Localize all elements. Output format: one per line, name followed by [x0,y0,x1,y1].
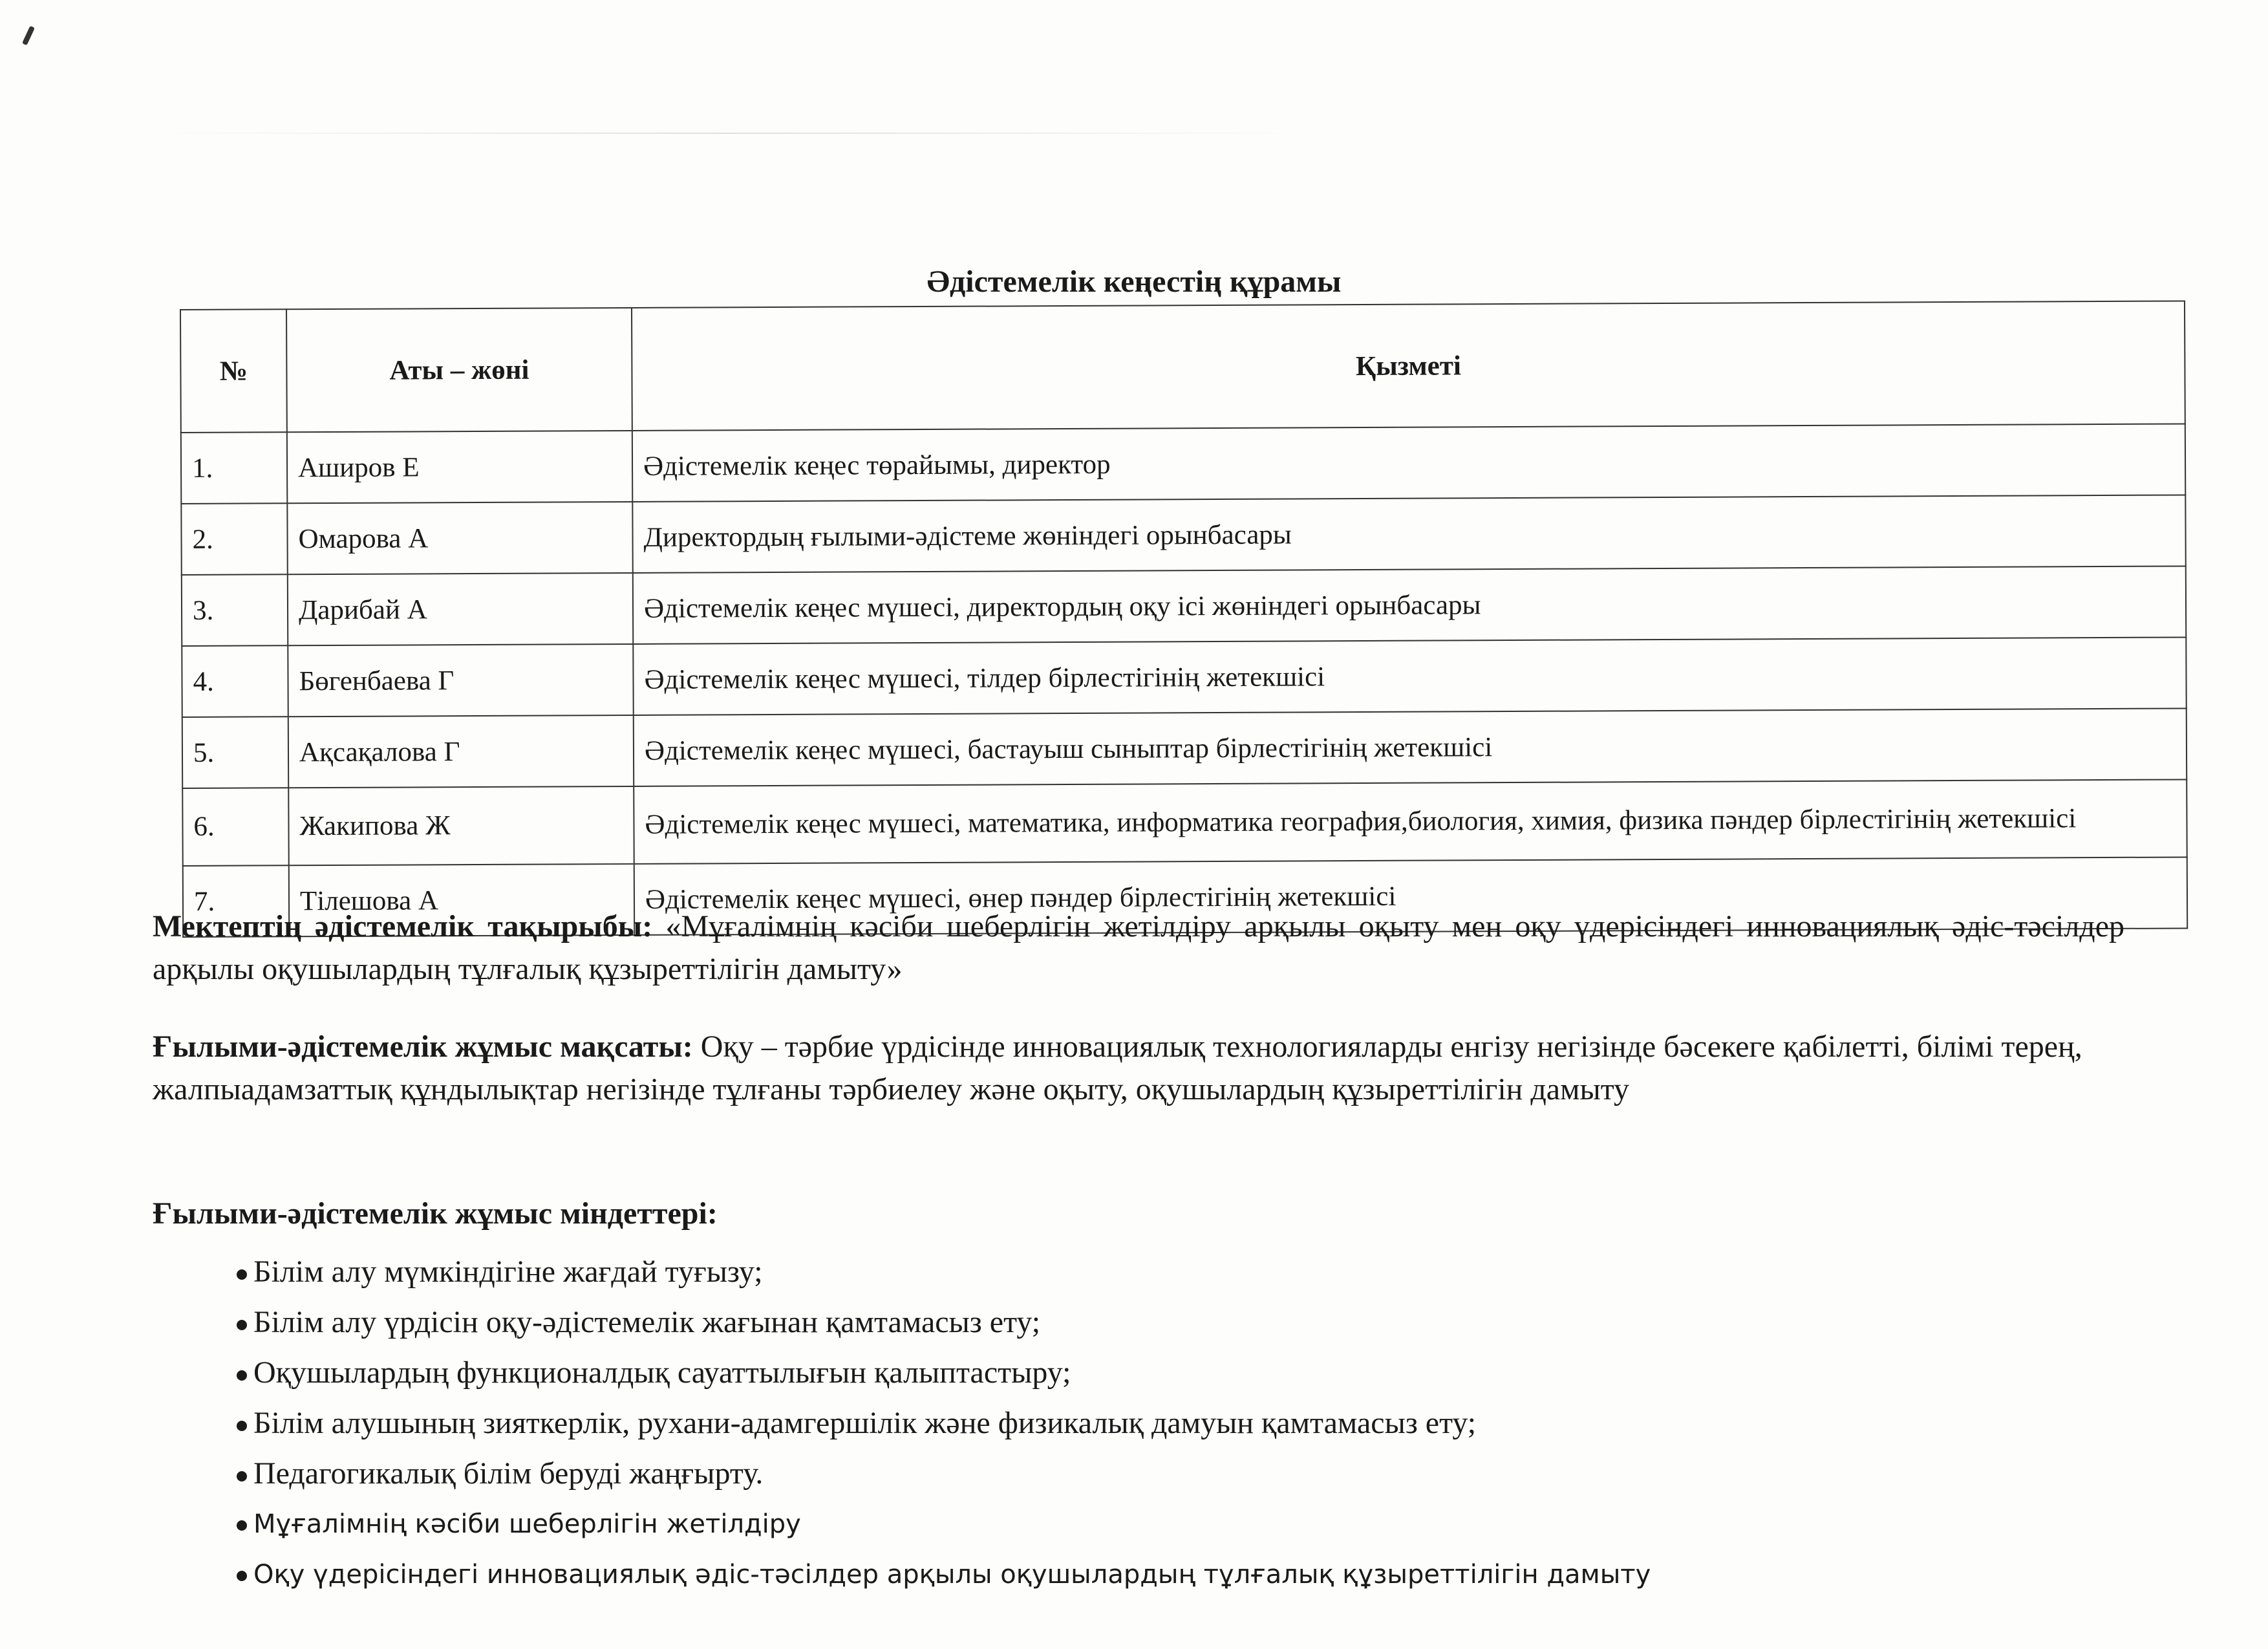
row-position: Әдістемелік кеңес мүшесі, өнер пәндер бірлестігінің жетекшісі [634,857,2187,934]
row-position: Әдістемелік кеңес мүшесі, бастауыш сыныптар бірлестігінің жетекшісі [634,708,2187,786]
row-position: Әдістемелік кеңес төрайымы, директор [632,424,2185,501]
row-position: Әдістемелік кеңес мүшесі, директордың оқу ісі жөніндегі орынбасары [633,566,2186,643]
list-item [237,1297,2112,1348]
work-goal-paragraph [153,1026,2124,1111]
work-tasks-heading [153,1192,2124,1235]
table-row [181,424,2185,504]
methodical-theme-text: «Мұғалімнің кәсіби шеберлігін жетілдіру арқылы оқыту мен оқу үдерісіндегі инновациялық әдіс-тәсілдер арқылы оқушылардың тұлғалық құзыреттілігін дамыту» [153,909,2124,986]
methodical-theme-label: Мектептің әдістемелік тақырыбы: [153,909,653,943]
header-name: Аты – жөні [286,308,632,432]
scan-artifact-line [145,133,1309,134]
row-num: 1. [181,432,287,504]
list-item [237,1449,2112,1499]
list-item-text: Оқу үдерісіндегі инновациялық әдіс-тәсілдер арқылы оқушылардың тұлғалық құзыреттілігін дамыту [253,1560,1651,1590]
list-item-text: Мұғалімнің кәсіби шеберлігін жетілдіру [253,1509,801,1539]
bullet-icon [237,1520,247,1531]
header-num: № [180,309,287,433]
work-goal-label: Ғылыми-әдістемелік жұмыс мақсаты: [153,1029,693,1064]
row-num: 2. [181,503,287,575]
list-item-text: Білім алу мүмкіндігіне жағдай туғызу; [253,1255,763,1289]
list-item-text: Білім алу үрдісін оқу-әдістемелік жағынан қамтамасыз ету; [253,1305,1041,1339]
council-members-table [180,300,2188,938]
table-row [182,566,2186,646]
bullet-icon [237,1421,247,1431]
table-row [182,779,2187,866]
row-position: Әдістемелік кеңес мүшесі, математика, информатика география,биология, химия, физика пәндер бірлестігінің жетекшісі [634,779,2187,863]
row-num: 3. [182,574,288,646]
row-name: Бөгенбаева Г [288,644,633,717]
list-item [237,1549,2112,1600]
list-item [237,1348,2112,1398]
bullet-icon [237,1320,247,1330]
row-num: 6. [182,788,289,866]
row-num: 7. [183,865,289,937]
row-name: Ақсақалова Г [288,715,634,788]
methodical-theme-paragraph [153,905,2124,991]
work-goal-text: Оқу – тәрбие үрдісінде инновациялық технологияларды енгізу негізінде бәсекеге қабілетті, білімі терең, жалпыадамзаттық құндылықтар негізінде тұлғаны тәрбиелеу және оқыту, оқушылардың құзыреттілігін дамыту [153,1029,2082,1106]
row-name: Аширов Е [287,431,632,503]
list-item [237,1398,2112,1449]
scan-mark [22,26,35,46]
document-title: Әдістемелік кеңестің құрамы [926,264,1342,299]
list-item-text: Оқушылардың функционалдық сауаттылығын қалыптастыру; [253,1355,1071,1390]
table-row [182,708,2187,788]
row-position: Директордың ғылыми-әдістеме жөніндегі орынбасары [632,495,2185,572]
row-position: Әдістемелік кеңес мүшесі, тілдер бірлестігінің жетекшісі [633,637,2186,715]
bullet-icon [237,1269,247,1280]
list-item [237,1247,2112,1297]
list-item [237,1499,2112,1549]
list-item-text: Педагогикалық білім беруді жаңғырту. [253,1456,764,1491]
row-name: Дарибай А [288,573,633,645]
row-name: Тілешова А [289,864,634,936]
table-row [181,495,2185,575]
work-tasks-list [237,1247,2112,1600]
table-header-row [180,301,2185,433]
row-name: Омарова А [287,502,632,574]
list-item-text: Білім алушының зияткерлік, рухани-адамгершілік және физикалық дамуын қамтамасыз ету; [253,1406,1477,1440]
bullet-icon [237,1370,247,1381]
row-num: 4. [182,645,288,717]
row-num: 5. [182,717,288,788]
table-row [182,637,2186,717]
work-tasks-label: Ғылыми-әдістемелік жұмыс міндеттері: [153,1196,718,1231]
row-name: Жакипова Ж [288,786,634,865]
bullet-icon [237,1471,247,1482]
bullet-icon [237,1571,247,1581]
header-position: Қызметі [632,301,2185,430]
